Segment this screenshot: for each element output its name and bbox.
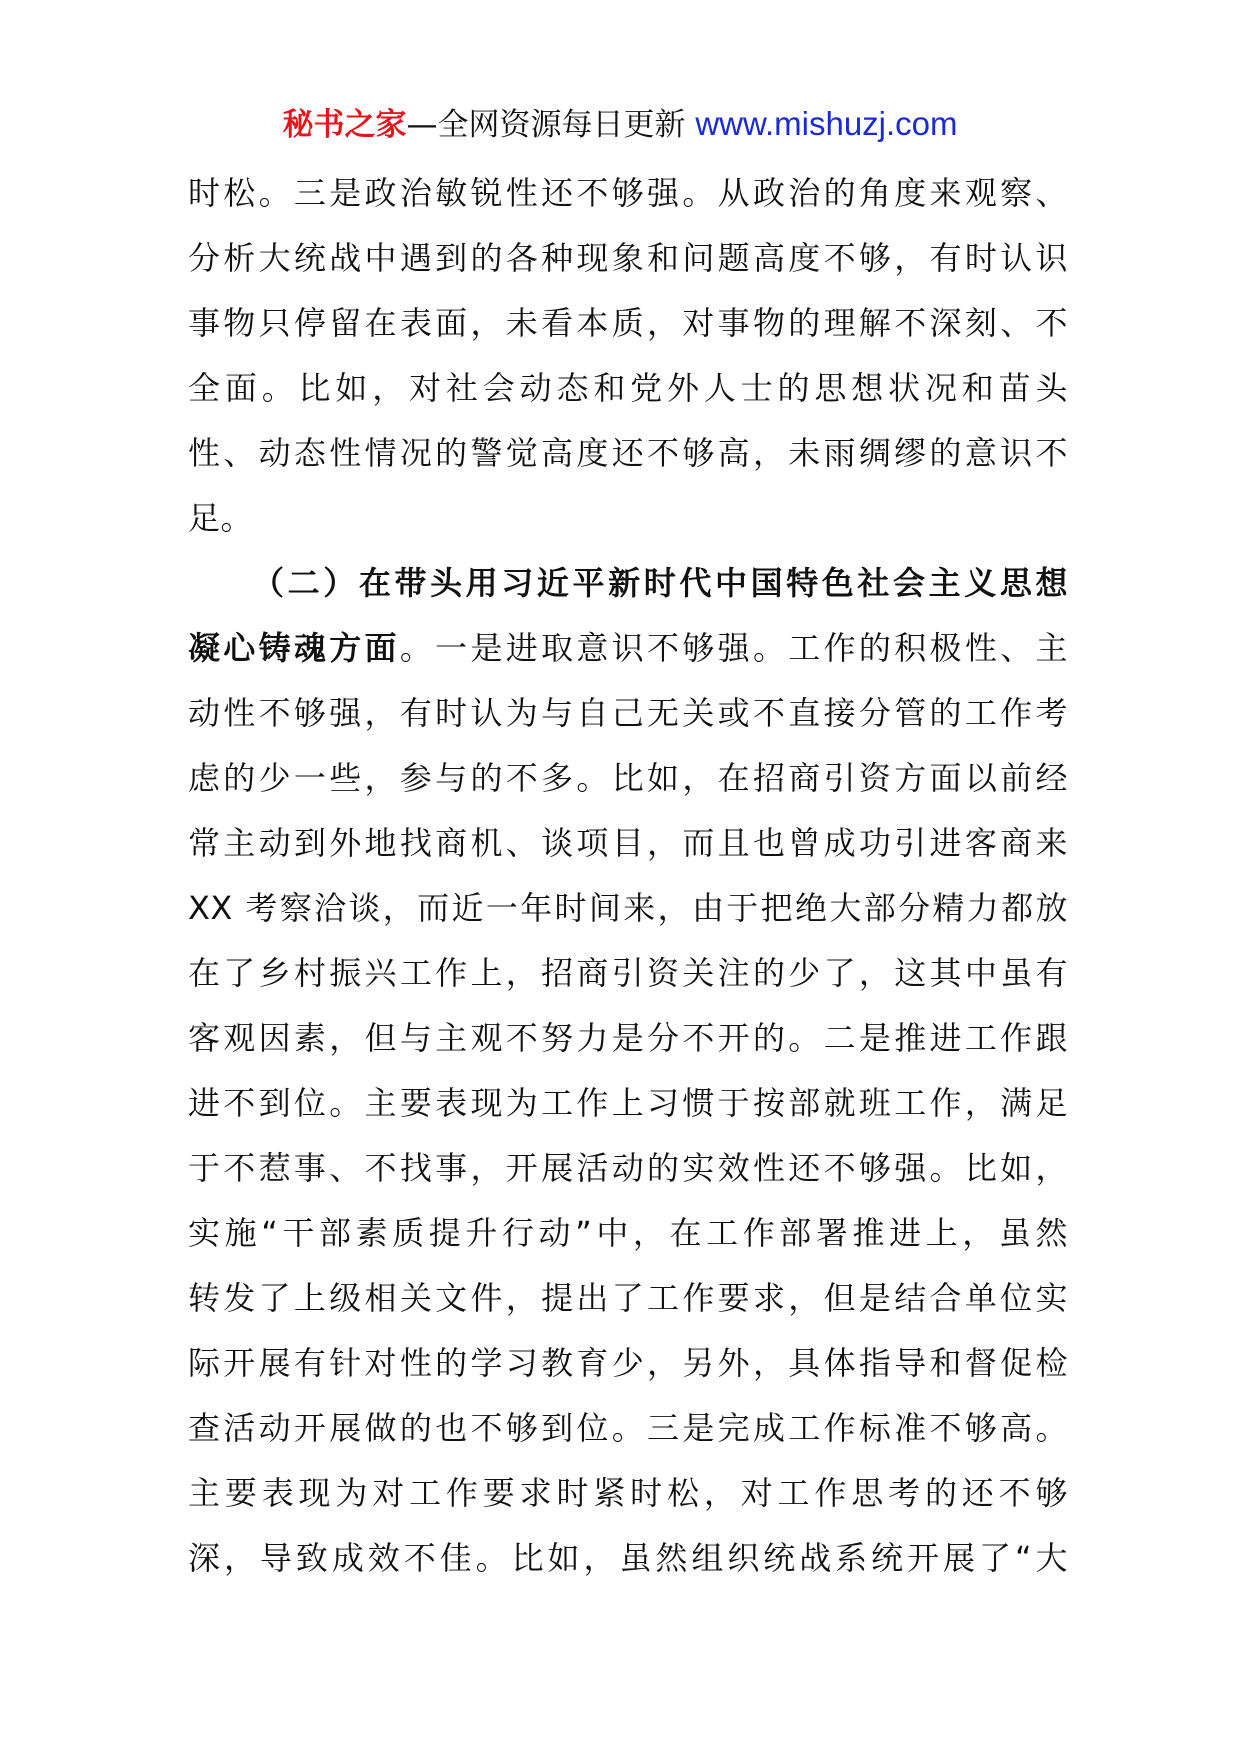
text-line: 分析大统战中遇到的各种现象和问题高度不够，有时认识 bbox=[188, 239, 1068, 277]
text-line: 在了乡村振兴工作上，招商引资关注的少了，这其中虽有 bbox=[188, 954, 1068, 992]
text-line: 虑的少一些，参与的不多。比如，在招商引资方面以前经 bbox=[188, 759, 1068, 797]
site-brand: 秘书之家 bbox=[282, 107, 407, 143]
section-heading-end: 凝心铸魂方面 bbox=[188, 629, 400, 667]
text-line: 实施“干部素质提升行动”中，在工作部署推进上，虽然 bbox=[188, 1214, 1068, 1252]
site-header bbox=[0, 102, 1240, 147]
text-line: 动性不够强，有时认为与自己无关或不直接分管的工作考 bbox=[188, 694, 1068, 732]
site-url[interactable]: www.mishuzj.com bbox=[695, 105, 958, 142]
text-line: 性、动态性情况的警觉高度还不够高，未雨绸缪的意识不 bbox=[188, 434, 1068, 472]
text-line: 于不惹事、不找事，开展活动的实效性还不够强。比如， bbox=[188, 1149, 1068, 1187]
section-heading: （二）在带头用习近平新时代中国特色社会主义思想 bbox=[252, 564, 1068, 602]
text-line: 进不到位。主要表现为工作上习惯于按部就班工作，满足 bbox=[188, 1084, 1068, 1122]
text-line: 际开展有针对性的学习教育少，另外，具体指导和督促检 bbox=[188, 1344, 1068, 1382]
text-line: 转发了上级相关文件，提出了工作要求，但是结合单位实 bbox=[188, 1279, 1068, 1317]
text-line: 时松。三是政治敏锐性还不够强。从政治的角度来观察、 bbox=[188, 174, 1068, 212]
site-tagline: —全网资源每日更新 bbox=[406, 107, 696, 143]
text-line: 事物只停留在表面，未看本质，对事物的理解不深刻、不 bbox=[188, 304, 1068, 342]
text-line: 客观因素，但与主观不努力是分不开的。二是推进工作跟 bbox=[188, 1019, 1068, 1057]
text-line: 常主动到外地找商机、谈项目，而且也曾成功引进客商来 bbox=[188, 824, 1068, 862]
text-line: 主要表现为对工作要求时紧时松，对工作思考的还不够 bbox=[188, 1474, 1068, 1512]
document-body bbox=[188, 161, 1068, 1591]
text-line: 全面。比如，对社会动态和党外人士的思想状况和苗头 bbox=[188, 369, 1068, 407]
text-line: 深，导致成效不佳。比如，虽然组织统战系统开展了“大 bbox=[188, 1539, 1068, 1577]
section-heading-line bbox=[188, 551, 1068, 616]
text-line: XX 考察洽谈，而近一年时间来，由于把绝大部分精力都放 bbox=[188, 889, 1068, 927]
text-line: 查活动开展做的也不够到位。三是完成工作标准不够高。 bbox=[188, 1409, 1068, 1447]
text-line: 足。 bbox=[188, 499, 254, 537]
text-line: 凝心铸魂方面。一是进取意识不够强。工作的积极性、主 bbox=[188, 629, 1068, 667]
